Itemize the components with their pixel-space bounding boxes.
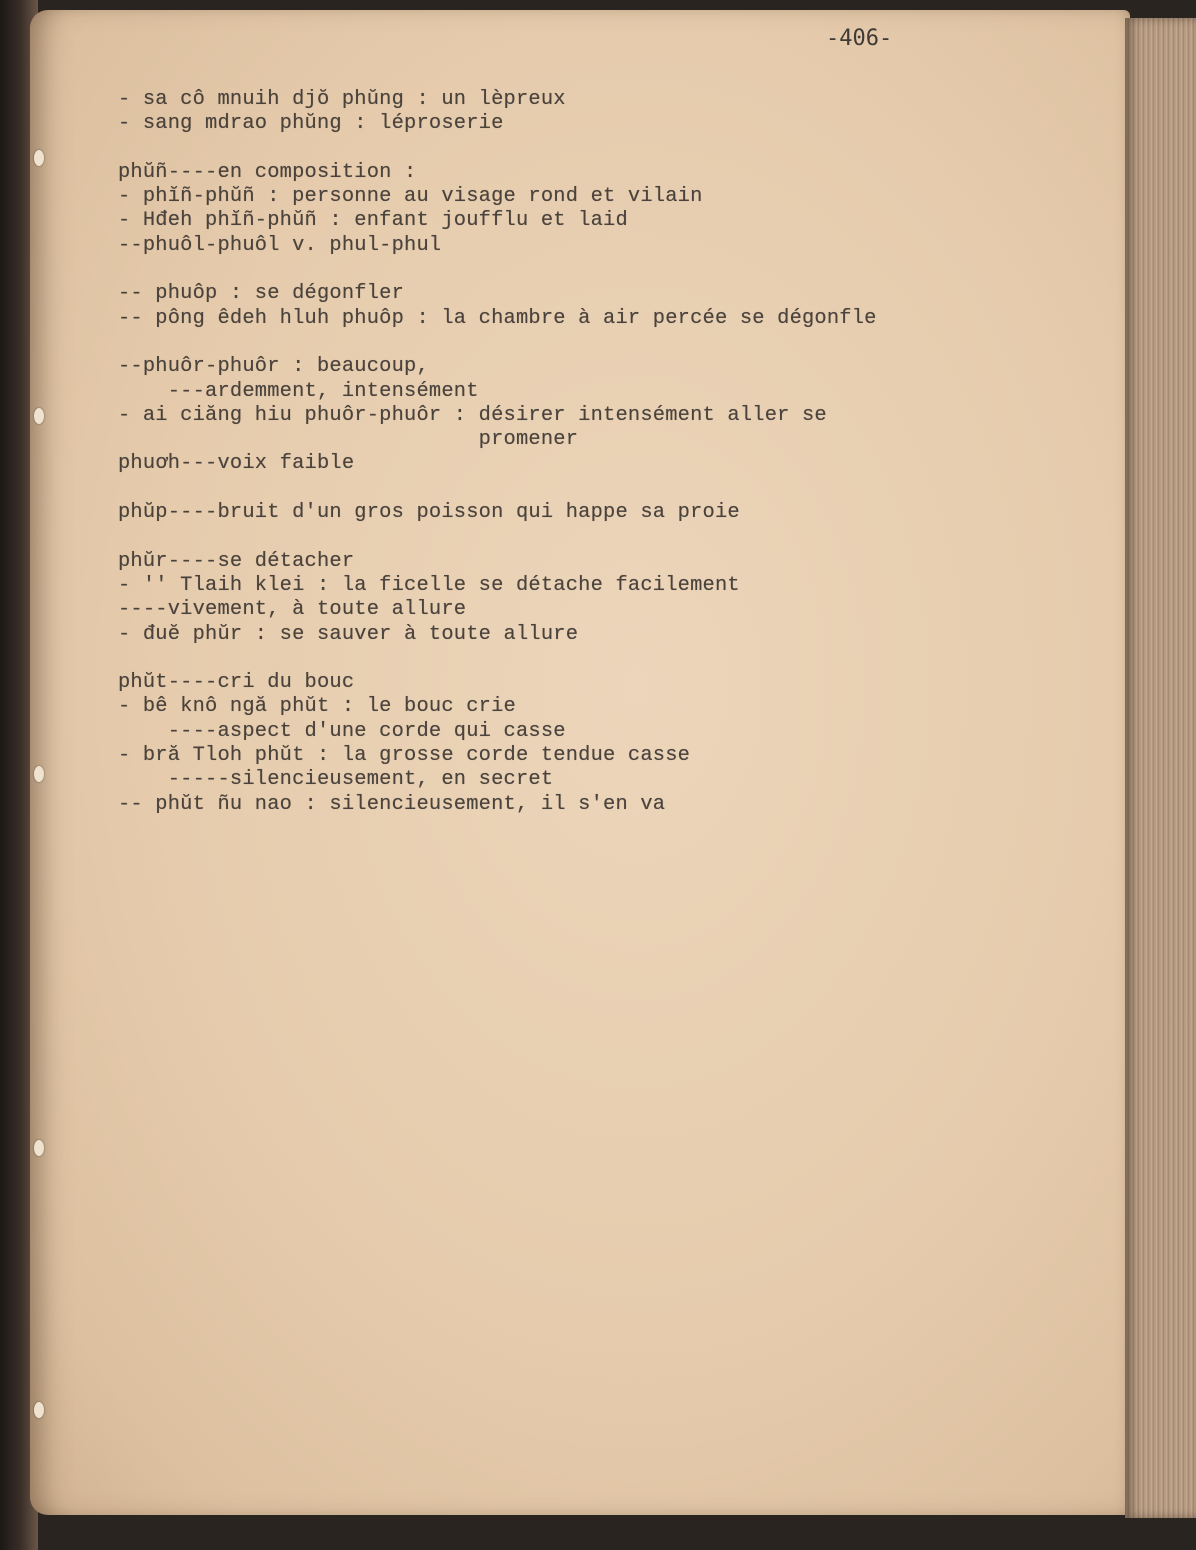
dictionary-entries <box>118 88 1068 817</box>
entry-line: --phuôl-phuôl v. phul-phul <box>118 233 442 257</box>
entry-line: -- phuôp : se dégonfler <box>118 282 405 306</box>
blank-line <box>118 525 1068 549</box>
entry-line: - bê knô ngă phŭt : le bouc crie <box>118 695 516 719</box>
page-stack-edge <box>1125 18 1196 1518</box>
entry-line: - đuĕ phŭr : se sauver à toute allure <box>118 622 579 646</box>
binding-stitch <box>34 1140 44 1156</box>
headword-line: phŭp----bruit d'un gros poisson qui happe sa proie <box>118 501 740 525</box>
entry-line: - sang mdrao phŭng : léproserie <box>118 112 504 136</box>
binding-stitch <box>34 766 44 782</box>
headword-line: phŭt----cri du bouc <box>118 671 355 695</box>
entry-line: --phuôr-phuôr : beaucoup, <box>118 355 429 379</box>
entry-line: - phĭñ-phŭñ : personne au visage rond et vilain <box>118 185 703 209</box>
headword-line: phŭñ----en composition : <box>118 160 417 184</box>
entry-line: - Hđeh phĭñ-phŭñ : enfant joufflu et laid <box>118 209 628 233</box>
blank-line <box>118 647 1068 671</box>
entry-line: -- pông êdeh hluh phuôp : la chambre à air percée se dégonfle <box>118 306 877 330</box>
binding-stitch <box>34 408 44 424</box>
entry-line: - sa cô mnuih djŏ phŭng : un lèpreux <box>118 88 566 111</box>
entry-line: - '' Tlaih klei : la ficelle se détache facilement <box>118 573 740 597</box>
binding-stitch <box>34 1402 44 1418</box>
blank-line <box>118 331 1068 355</box>
headword-line: phŭr----se détacher <box>118 549 355 573</box>
entry-line: -- phŭt ñu nao : silencieusement, il s'en va <box>118 792 666 816</box>
entry-line: - ai ciăng hiu phuôr-phuôr : désirer intensément aller se <box>118 403 827 427</box>
binding-stitch <box>34 150 44 166</box>
entry-line: - bră Tloh phŭt : la grosse corde tendue casse <box>118 744 691 768</box>
entry-line: ---ardemment, intensément <box>118 379 479 403</box>
entry-line: -----silencieusement, en secret <box>118 768 554 792</box>
entry-line: ----aspect d'une corde qui casse <box>118 719 566 743</box>
blank-line <box>118 137 1068 161</box>
entry-line: promener <box>118 428 579 452</box>
blank-line <box>118 477 1068 501</box>
entry-line: ----vivement, à toute allure <box>118 598 467 622</box>
page-number: -406- <box>826 26 893 51</box>
blank-line <box>118 258 1068 282</box>
headword-line: phuơh---voix faible <box>118 452 355 476</box>
